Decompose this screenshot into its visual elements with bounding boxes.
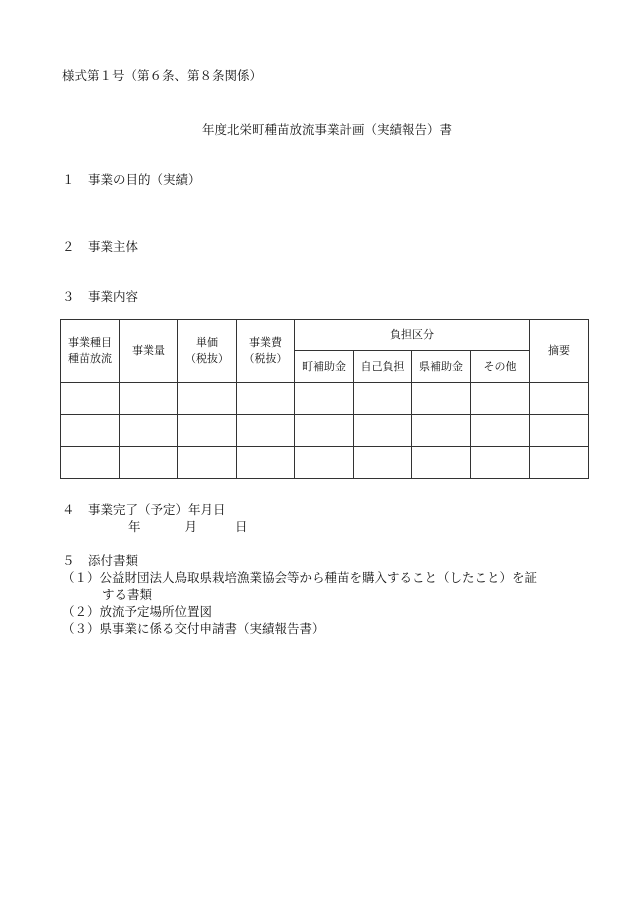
header-pref-subsidy: 県補助金 [412, 351, 471, 383]
section-number: １ [62, 172, 75, 187]
table-cell [178, 415, 237, 447]
section-content [62, 287, 138, 305]
section-number: ３ [62, 289, 75, 304]
table-cell [530, 415, 589, 447]
section-label: 事業の目的（実績） [88, 172, 201, 187]
table-cell [354, 415, 412, 447]
month-label: 月 [184, 519, 198, 534]
header-project-type: 事業種目 種苗放流 [61, 320, 120, 383]
attachment-item [62, 568, 537, 586]
table-cell [61, 447, 120, 479]
section-label: 事業主体 [88, 239, 139, 254]
table-cell [237, 447, 295, 479]
section-label: 事業内容 [88, 289, 139, 304]
table-cell [471, 447, 530, 479]
table-row [61, 415, 589, 447]
table-cell [61, 415, 120, 447]
table-cell [120, 383, 178, 415]
section-completion-date [62, 500, 226, 518]
section-label: 添付書類 [88, 553, 139, 568]
table-cell [530, 383, 589, 415]
table-cell [178, 447, 237, 479]
header-town-subsidy: 町補助金 [295, 351, 354, 383]
table-cell [61, 383, 120, 415]
table-cell [295, 383, 354, 415]
completion-date-fields [128, 517, 248, 535]
form-label: 様式第１号（第６条、第８条関係） [62, 68, 263, 83]
section-number: ５ [62, 553, 75, 568]
section-label: 事業完了（予定）年月日 [88, 502, 226, 517]
header-unit-price: 単価 （税抜） [178, 320, 237, 383]
attachment-text: 放流予定場所位置図 [99, 604, 213, 619]
section-operator [62, 237, 138, 255]
table-cell [178, 383, 237, 415]
table-cell [471, 383, 530, 415]
table-cell [120, 447, 178, 479]
table-cell [530, 447, 589, 479]
table-cell [412, 383, 471, 415]
attachment-item-continuation: する書類 [102, 587, 153, 602]
table-cell [354, 383, 412, 415]
header-remarks: 摘要 [530, 320, 589, 383]
section-number: ２ [62, 239, 75, 254]
table-cell [354, 447, 412, 479]
attachment-number: （１） [62, 570, 100, 585]
document-title: 年度北栄町種苗放流事業計画（実績報告）書 [202, 122, 453, 137]
table-cell [471, 415, 530, 447]
table-cell [295, 415, 354, 447]
section-number: ４ [62, 502, 75, 517]
table-cell [295, 447, 354, 479]
header-other: その他 [471, 351, 530, 383]
header-project-cost: 事業費 （税抜） [237, 320, 295, 383]
attachment-number: （３） [62, 621, 100, 636]
table-cell [412, 415, 471, 447]
attachment-item [62, 619, 325, 637]
project-table [60, 319, 589, 479]
header-self-burden: 自己負担 [354, 351, 412, 383]
year-label: 年 [128, 519, 141, 534]
table-row [61, 447, 589, 479]
section-purpose [62, 170, 201, 188]
attachment-item [62, 602, 212, 620]
table-row [61, 383, 589, 415]
table-cell [120, 415, 178, 447]
header-burden-category: 負担区分 [295, 320, 530, 351]
table-cell [237, 383, 295, 415]
header-quantity: 事業量 [120, 320, 178, 383]
attachment-text: 公益財団法人鳥取県栽培漁業協会等から種苗を購入すること（したこと）を証 [99, 570, 538, 585]
attachment-text: 県事業に係る交付申請書（実績報告書） [99, 621, 325, 636]
section-attachments [62, 551, 138, 569]
attachment-number: （２） [62, 604, 100, 619]
table-cell [237, 415, 295, 447]
day-label: 日 [235, 519, 248, 534]
table-cell [412, 447, 471, 479]
